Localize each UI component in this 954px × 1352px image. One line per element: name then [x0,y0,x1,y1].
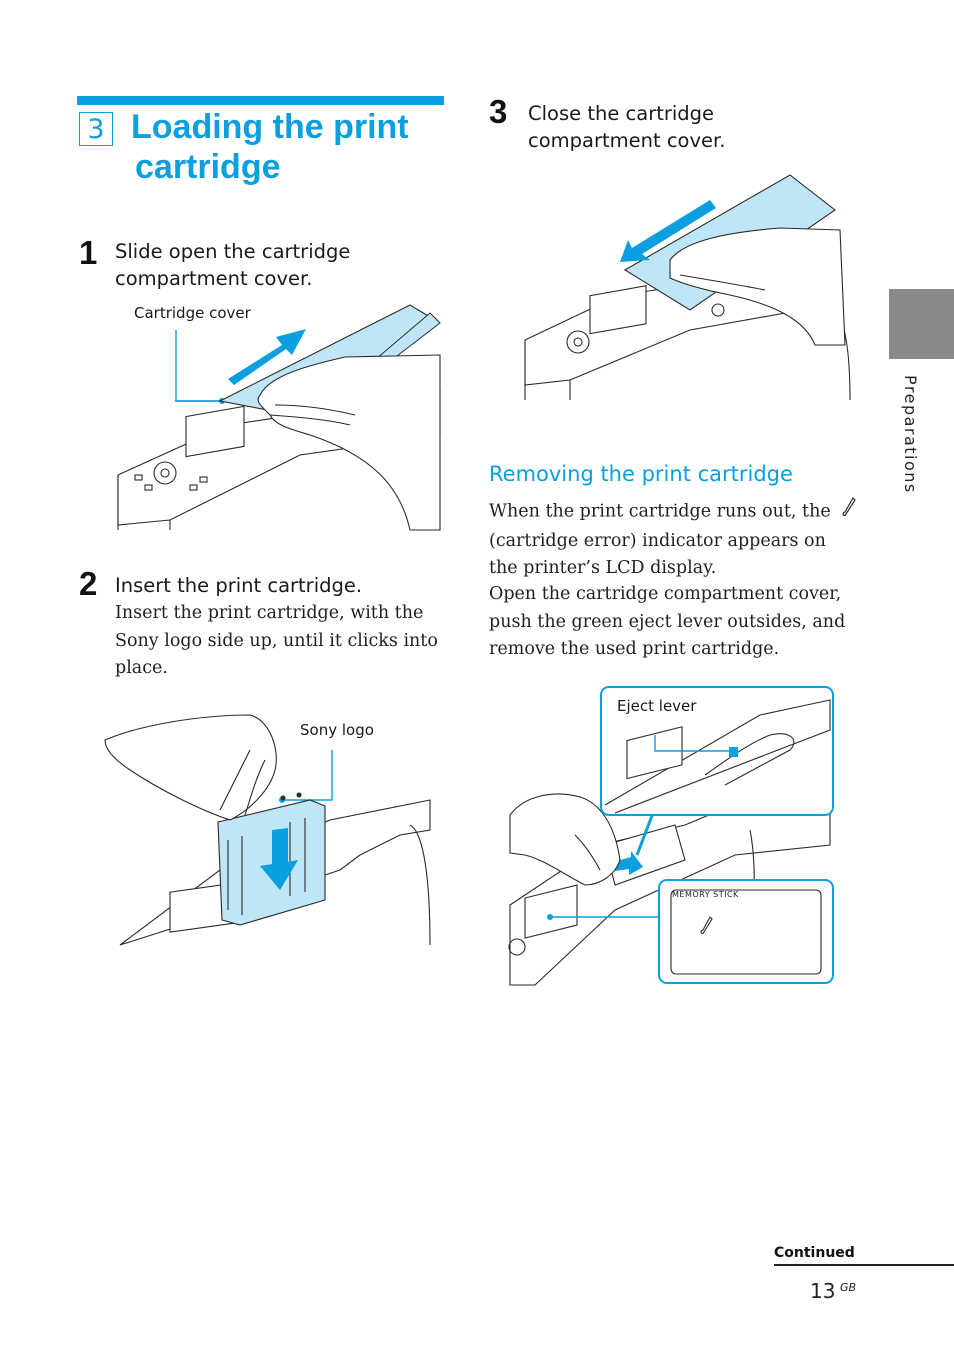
removing-para-2-line3: remove the used print cartridge. [489,639,780,659]
removing-heading: Removing the print cartridge [489,462,793,486]
page-number: 13 [810,1279,836,1303]
step-3-title [528,100,725,154]
side-tab-marker [889,289,954,359]
removing-para-2-line1: Open the cartridge compartment cover, [489,584,842,604]
step-2-number: 2 [79,565,98,602]
removing-para-2-line2: push the green eject lever outsides, and [489,611,846,632]
removing-para-1-line3: the printer’s LCD display. [489,558,717,578]
removing-para-1 [489,496,859,583]
illustration-insert-cartridge [100,710,440,945]
page-language-suffix: GB [840,1281,857,1294]
heading-rule [77,96,444,105]
side-tab-label: Preparations [901,375,920,494]
illustration-eject-lever [505,685,840,990]
page-title-line2: cartridge [135,148,281,186]
removing-para-1-line1: When the print cartridge runs out, the [489,496,859,528]
removing-para-2 [489,581,859,664]
page-title [131,107,451,187]
illustration-slide-open-cover [110,325,450,530]
step-2-body-line2: Sony logo side up, until it clicks into [115,630,438,651]
step-2-body-line3: place. [115,658,168,678]
section-number-box: 3 [79,112,113,146]
cartridge-cover-callout: Cartridge cover [134,304,251,322]
continued-label: Continued [774,1245,855,1261]
footer-rule [774,1264,954,1266]
sony-logo-callout: Sony logo [300,721,374,739]
eject-lever-callout: Eject lever [617,697,697,715]
step-3-number: 3 [489,93,508,130]
step-3-title-line2: compartment cover. [528,129,726,152]
step-1-title-line2: compartment cover. [115,267,313,290]
step-2-body [115,600,438,683]
illustration-close-cover [520,170,850,400]
page-title-line1: Loading the print [131,108,409,146]
step-1-title [115,238,350,292]
step-1-number: 1 [79,234,98,271]
step-3-title-line1: Close the cartridge [528,102,715,125]
removing-para-1-line2: (cartridge error) indicator appears on [489,530,826,551]
step-2-body-line1: Insert the print cartridge, with the [115,603,424,623]
cartridge-error-icon [842,496,856,528]
lcd-memory-stick-label: MEMORY STICK [672,890,739,899]
step-1-title-line1: Slide open the cartridge [115,240,351,263]
step-2-title: Insert the print cartridge. [115,574,363,597]
